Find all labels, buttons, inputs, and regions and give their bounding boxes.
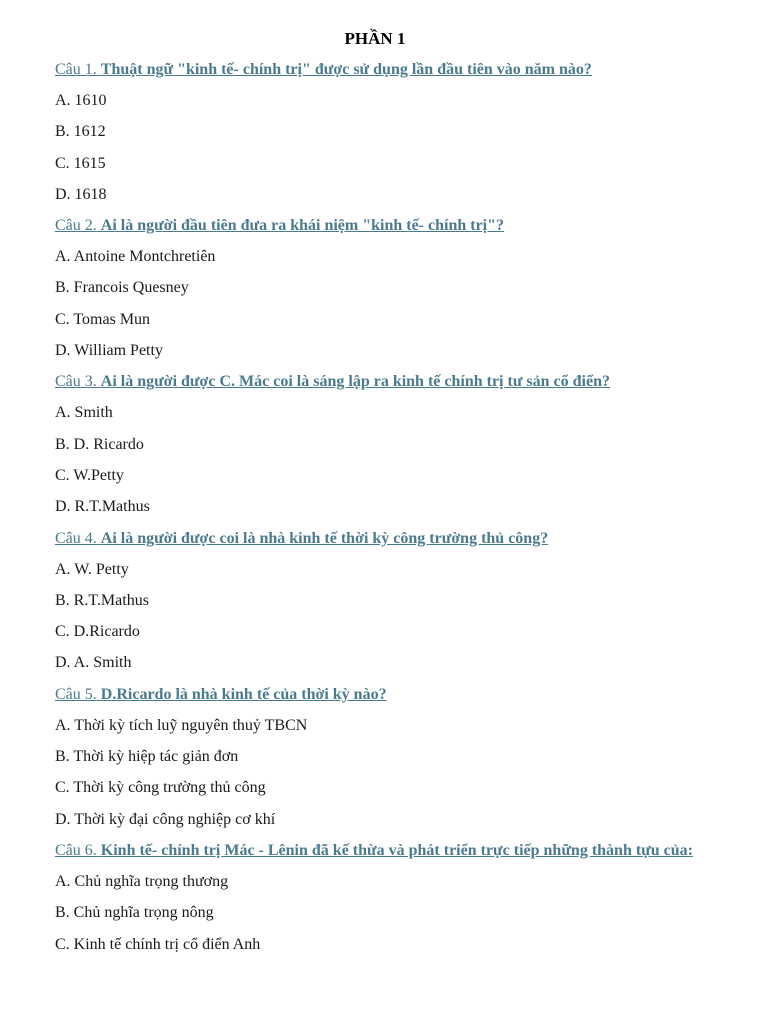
question-heading	[55, 529, 695, 549]
question-number: Câu 4.	[55, 529, 97, 547]
question-block-5	[55, 685, 695, 830]
answer-option: D. 1618	[55, 185, 107, 203]
question-block-4	[55, 529, 695, 674]
answer-option: C. 1615	[55, 154, 106, 172]
answer-option: D. R.T.Mathus	[55, 498, 150, 516]
answer-option: B. 1612	[55, 123, 106, 141]
question-heading	[55, 841, 695, 861]
question-number: Câu 1.	[55, 61, 97, 78]
answer-option: B. R.T.Mathus	[55, 591, 149, 609]
answer-option: B. D. Ricardo	[55, 435, 144, 453]
question-text: Ai là người được coi là nhà kinh tế thời kỳ công trường thủ công?	[100, 529, 549, 547]
answer-option: B. Chủ nghĩa trọng nông	[55, 904, 214, 922]
question-number: Câu 2.	[55, 217, 97, 235]
question-text: D.Ricardo là nhà kinh tế của thời kỳ nào?	[100, 685, 387, 703]
question-block-6	[55, 841, 695, 955]
question-block-3	[55, 372, 695, 517]
question-text: Ai là người được C. Mác coi là sáng lập ra kinh tế chính trị tư sản cổ điển?	[100, 373, 610, 391]
question-number: Câu 3.	[55, 373, 97, 391]
answer-option: D. William Petty	[55, 342, 163, 360]
page-title: PHẦN 1	[344, 29, 406, 48]
answer-option: B. Francois Quesney	[55, 279, 189, 297]
answer-option: A. W. Petty	[55, 560, 129, 578]
question-heading	[55, 685, 695, 705]
answer-option: D. Thời kỳ đại công nghiệp cơ khí	[55, 810, 276, 828]
answer-option: A. Thời kỳ tích luỹ nguyên thuỷ TBCN	[55, 716, 308, 734]
question-block-1	[55, 60, 695, 205]
question-text: Ai là người đầu tiên đưa ra khái niệm "kinh tế- chính trị"?	[100, 217, 504, 235]
question-text: Thuật ngữ "kinh tế- chính trị" được sử dụng lần đầu tiên vào năm nào?	[100, 61, 592, 78]
answer-option: A. Smith	[55, 404, 113, 422]
answer-option: C. Tomas Mun	[55, 310, 151, 328]
question-heading	[55, 60, 695, 80]
question-list	[55, 59, 695, 966]
answer-option: A. Antoine Montchretiên	[55, 248, 216, 266]
question-heading	[55, 372, 695, 392]
answer-option: B. Thời kỳ hiệp tác giản đơn	[55, 748, 239, 766]
question-block-2	[55, 216, 695, 361]
answer-option: C. Thời kỳ công trường thủ công	[55, 779, 266, 797]
answer-option: D. A. Smith	[55, 654, 132, 672]
question-text: Kinh tế- chính trị Mác - Lênin đã kế thừa và phát triển trực tiếp những thành tựu của:	[100, 841, 693, 859]
answer-option: C. Kinh tế chính trị cổ điển Anh	[55, 935, 261, 953]
answer-option: A. 1610	[55, 92, 107, 109]
answer-option: C. D.Ricardo	[55, 623, 140, 641]
question-number: Câu 6.	[55, 841, 97, 859]
answer-option: A. Chủ nghĩa trọng thương	[55, 872, 229, 890]
question-heading	[55, 216, 695, 236]
question-number: Câu 5.	[55, 685, 97, 703]
answer-option: C. W.Petty	[55, 466, 124, 484]
